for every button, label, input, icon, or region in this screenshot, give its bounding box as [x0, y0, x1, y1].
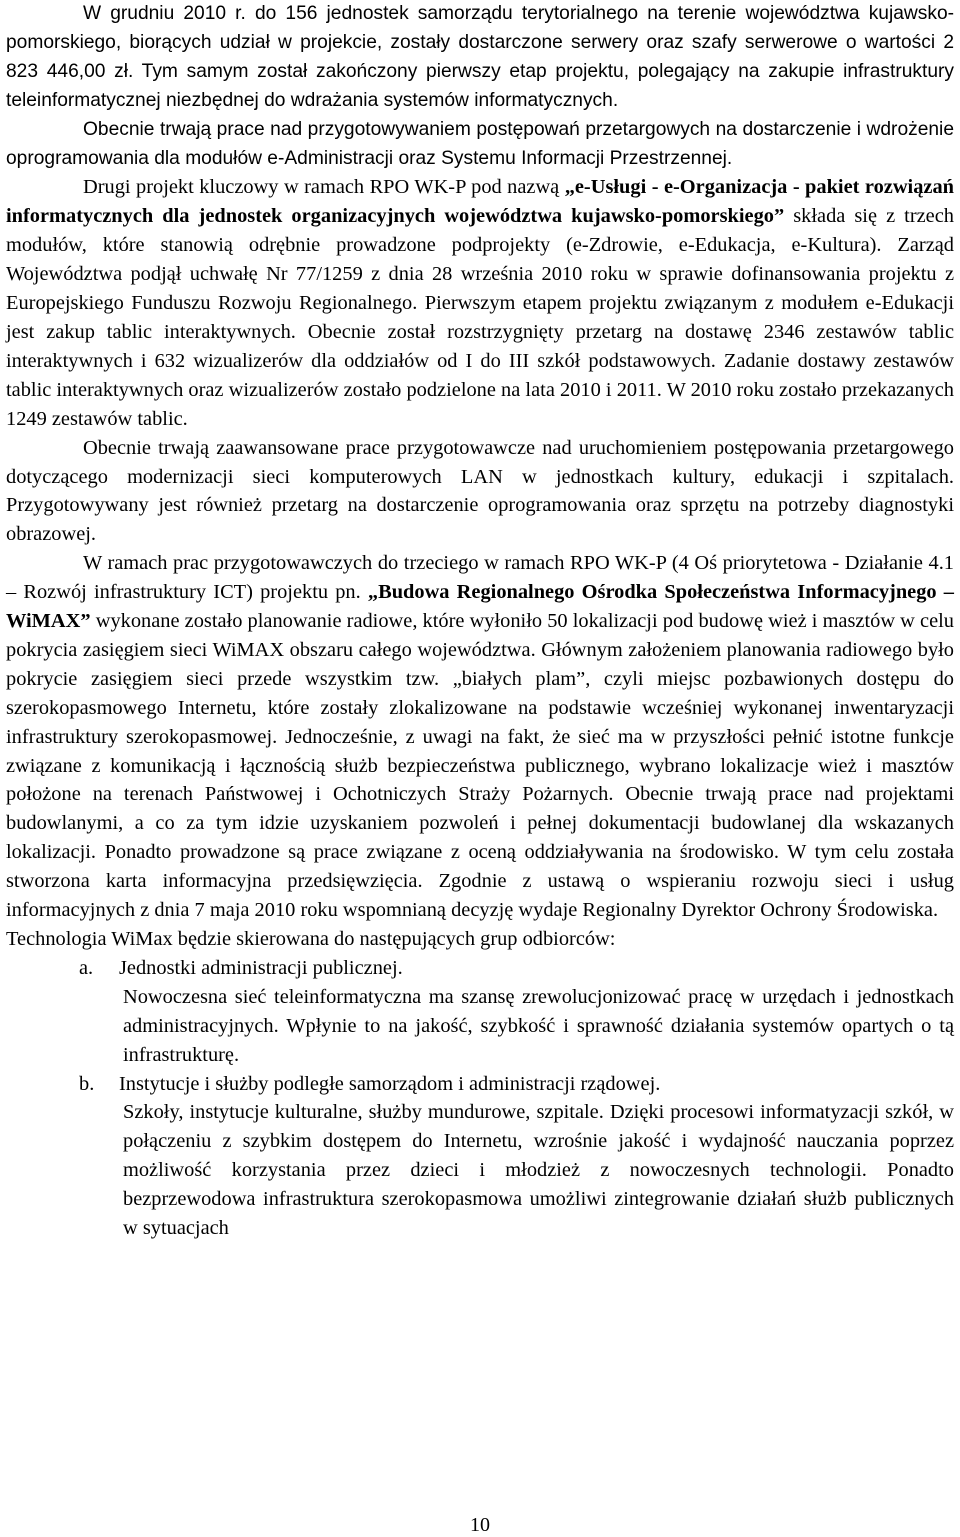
list-item-heading — [79, 1070, 954, 1099]
paragraph-tender-preparation: Obecnie trwają prace nad przygotowywaniem postępowań przetargowych na dostarczenie i wdrożenie oprogramowania dla modułów e-Administracji oraz Systemu Informacji Przestrzennej. — [6, 118, 954, 169]
paragraph-lan-modernization: Obecnie trwają zaawansowane prace przygotowawcze nad uruchomieniem postępowania przetargowego dotyczącego modernizacji sieci komputerowych LAN w jednostkach kultury, edukacji i szpitalach. Przygotowywany jest również przetarg na dostarczenie oprogramowania oraz sprzętu na potrzeby diagnostyki obrazowej. — [6, 436, 954, 546]
target-groups-list — [6, 954, 954, 1243]
list-item — [6, 1070, 954, 1243]
e-services-project-name: „e-Usługi - e-Organizacja - pakiet rozwiązań informatycznych dla jednostek organizacyjnych województwa kujawsko-pomorskiego” — [6, 176, 954, 228]
list-item-heading-text: Jednostki administracji publicznej. — [119, 956, 403, 979]
paragraph-wimax-target-groups: Technologia WiMax będzie skierowana do następujących grup odbiorców: — [6, 928, 616, 950]
paragraph-servers-delivery: W grudniu 2010 r. do 156 jednostek samorządu terytorialnego na terenie województwa kujawsko-pomorskiego, biorących udział w projekcie, zostały dostarczone serwery oraz szafy serwerowe o wartości 2 823 446,00 zł. Tym samym został zakończony pierwszy etap projektu, polegający na zakupie infrastruktury teleinformatycznej niezbędnej do wdrażania systemów informatycznych. — [6, 3, 954, 111]
wimax-project-name: „Budowa Regionalnego Ośrodka Społeczeństwa Informacyjnego – WiMAX” — [6, 581, 954, 633]
document-page — [6, 0, 954, 1243]
page-number: 10 — [470, 1514, 490, 1536]
e-services-details: składa się z trzech modułów, które stanowią odrębnie prowadzone podprojekty (e-Zdrowie, e-Edukacja, e-Kultura). Zarząd Województwa podjął uchwałę Nr 77/1259 z dnia 28 września 2010 roku w sprawie dofinansowania projektu z Europejskiego Funduszu Rozwoju Regionalnego. Pierwszym etapem projektu związanym z modułem e-Edukacji jest zakup tablic interaktywnych. Obecnie został rozstrzygnięty przetarg na dostawę 2346 zestawów tablic interaktywnych i 632 wizualizerów dla oddziałów od I do III szkół podstawowych. Zadanie dostawy zestawów tablic interaktywnych oraz wizualizerów zostało podzielone na lata 2010 i 2011. W 2010 roku zostało przekazanych 1249 zestawów tablic. — [6, 205, 954, 430]
list-item — [6, 954, 954, 1070]
list-item-body: Nowoczesna sieć teleinformatyczna ma szansę zrewolucjonizować pracę w urzędach i jednostkach administracyjnych. Wpłynie to na jakość, szybkość i sprawność działania systemów opartych o tą infrastrukturę. — [123, 985, 954, 1066]
list-item-heading — [79, 954, 954, 983]
wimax-details: wykonane zostało planowanie radiowe, które wyłoniło 50 lokalizacji pod budowę wież i masztów w celu pokrycia zasięgiem sieci WiMAX obszaru całego województwa. Głównym założeniem planowania radiowego było pokrycie zasięgiem sieci przede wszystkim tzw. „białych plam”, czyli miejsc pozbawionych dostępu do szerokopasmowego Internetu, które zostały zlokalizowane na podstawie wcześniej wykonanej inwentaryzacji infrastruktury szerokopasmowej. Jednocześnie, z uwagi na fakt, że sieć ma w przyszłości pełnić istotne funkcje związane z komunikacją i łącznością służb bezpieczeństwa publicznego, wybrano lokalizacje wież i masztów położone na terenach Państwowej i Ochotniczych Straży Pożarnych. Obecnie trwają prace nad projektami budowlanymi, a co za tym idzie uzyskaniem pozwoleń i pełnej dokumentacji budowlanej dla wskazanych lokalizacji. Ponadto prowadzone są prace związane z oceną oddziaływania na środowisko. W tym celu została stworzona karta informacyjna przedsięwzięcia. Zgodnie z ustawą o wspieraniu rozwoju sieci i usług informacyjnych z dnia 7 maja 2010 roku wspomnianą decyzję wydaje Regionalny Dyrektor Ochrony Środowiska. — [6, 610, 954, 922]
list-marker: b. — [79, 1072, 95, 1095]
list-item-body: Szkoły, instytucje kulturalne, służby mundurowe, szpitale. Dzięki procesowi informatyzacji szkół, w połączeniu z szybkim dostępem do Internetu, wzrośnie jakość i wydajność nauczania poprzez możliwość korzystania przez dzieci i młodzież z nowoczesnych technologii. Ponadto bezprzewodowa infrastruktura szerokopasmowa umożliwi zintegrowanie działań służb publicznych w sytuacjach — [123, 1101, 954, 1240]
list-item-heading-text: Instytucje i służby podległe samorządom i administracji rządowej. — [119, 1072, 661, 1095]
list-marker: a. — [79, 956, 94, 979]
paragraph-wimax-project — [6, 549, 954, 925]
wimax-intro: W ramach prac przygotowawczych do trzeciego w ramach RPO WK-P (4 Oś priorytetowa - Działanie 4.1 – Rozwój infrastruktury ICT) projektu pn. — [6, 552, 954, 604]
paragraph-e-services-project — [6, 173, 954, 433]
e-services-intro: Drugi projekt kluczowy w ramach RPO WK-P pod nazwą — [83, 176, 565, 199]
